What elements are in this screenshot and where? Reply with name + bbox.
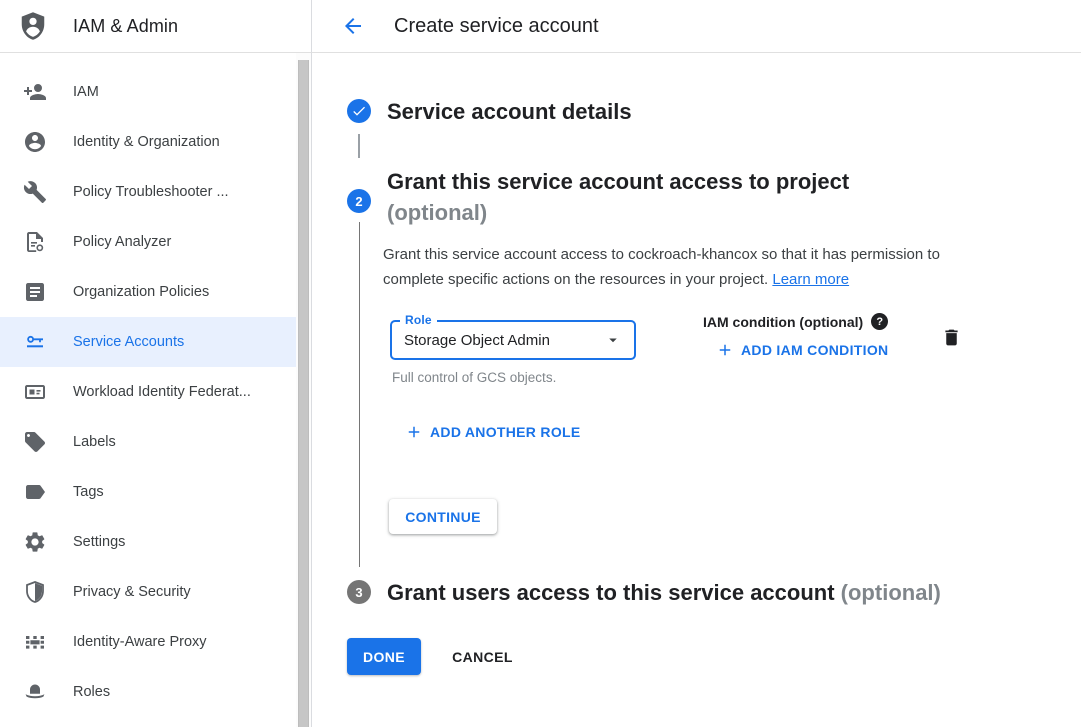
sidebar-item-label: Policy Analyzer xyxy=(73,234,172,250)
arrow-back-icon xyxy=(341,14,365,38)
iam-condition-label: IAM condition (optional) xyxy=(703,313,864,330)
sidebar-item-label: Policy Troubleshooter ... xyxy=(73,184,229,200)
role-field-group xyxy=(390,313,636,385)
check-icon xyxy=(351,103,367,119)
sidebar-item-label: Identity & Organization xyxy=(73,134,220,150)
trash-icon xyxy=(941,326,962,349)
sidebar-item-label: Tags xyxy=(73,484,104,500)
plus-icon xyxy=(716,341,734,359)
role-field-label: Role xyxy=(400,313,437,327)
role-helper-text: Full control of GCS objects. xyxy=(392,370,557,385)
plus-icon xyxy=(405,423,423,441)
sidebar-item-organization-policies[interactable] xyxy=(0,267,296,317)
help-icon[interactable]: ? xyxy=(871,313,888,330)
sidebar-item-label: Labels xyxy=(73,434,116,450)
step-3-indicator: 3 xyxy=(347,580,371,604)
service-account-icon xyxy=(23,330,47,354)
cancel-button[interactable]: CANCEL xyxy=(452,648,513,665)
sidebar-item-labels[interactable] xyxy=(0,417,296,467)
sidebar-item-label: IAM xyxy=(73,84,99,100)
sidebar-item-identity-organization[interactable] xyxy=(0,117,296,167)
sidebar-item-privacy-security[interactable] xyxy=(0,567,296,617)
sidebar-item-label: Organization Policies xyxy=(73,284,210,300)
sidebar-item-policy-analyzer[interactable] xyxy=(0,217,296,267)
sidebar-nav xyxy=(0,53,296,727)
person-add-icon xyxy=(23,80,47,104)
main-content xyxy=(312,53,1081,727)
learn-more-link[interactable]: Learn more xyxy=(772,271,850,288)
hat-icon xyxy=(23,680,47,704)
step-2-title: Grant this service account access to project (optional) xyxy=(387,169,850,225)
sidebar-item-workload-identity-federat[interactable] xyxy=(0,367,296,417)
step-connector xyxy=(359,222,361,567)
sidebar-item-settings[interactable] xyxy=(0,517,296,567)
add-iam-condition-button[interactable]: ADD IAM CONDITION xyxy=(716,341,888,359)
step-3-optional-label: (optional) xyxy=(840,580,941,605)
policy-doc-icon xyxy=(23,230,47,254)
proxy-grid-icon xyxy=(23,630,47,654)
sidebar-scrollbar-track xyxy=(296,53,311,727)
sidebar-item-label: Privacy & Security xyxy=(73,584,191,600)
add-another-role-button[interactable]: ADD ANOTHER ROLE xyxy=(405,423,581,441)
tag-arrow-icon xyxy=(23,480,47,504)
sidebar-scrollbar-thumb[interactable] xyxy=(298,60,309,727)
delete-role-button[interactable] xyxy=(941,326,962,352)
sidebar-item-service-accounts[interactable] xyxy=(0,317,296,367)
page-title: Create service account xyxy=(394,14,599,37)
iam-shield-logo-icon xyxy=(18,10,48,42)
step-1-indicator xyxy=(347,99,371,123)
shield-half-icon xyxy=(23,580,47,604)
continue-button[interactable]: CONTINUE xyxy=(389,499,497,534)
step-2-description: Grant this service account access to cockroach-khancox so that it has permission to complete specific actions on the resources in your project. Learn more xyxy=(383,246,940,288)
page-header xyxy=(312,0,1081,53)
sidebar-item-label: Identity-Aware Proxy xyxy=(73,634,207,650)
wrench-icon xyxy=(23,180,47,204)
doc-lines-icon xyxy=(23,280,47,304)
sidebar-item-label: Workload Identity Federat... xyxy=(73,384,251,400)
id-card-icon xyxy=(23,380,47,404)
role-selected-value: Storage Object Admin xyxy=(404,331,550,349)
back-button[interactable] xyxy=(337,10,369,42)
sidebar-item-label: Settings xyxy=(73,534,126,550)
role-select[interactable] xyxy=(390,313,636,360)
iam-condition-group xyxy=(703,313,888,364)
caret-down-icon xyxy=(604,331,622,349)
product-title: IAM & Admin xyxy=(73,15,179,36)
sidebar-item-policy-troubleshooter[interactable] xyxy=(0,167,296,217)
step-1-title: Service account details xyxy=(387,99,632,124)
sidebar-item-iam[interactable] xyxy=(0,67,296,117)
person-circle-icon xyxy=(23,130,47,154)
sidebar-item-roles[interactable] xyxy=(0,667,296,717)
label-tag-icon xyxy=(23,430,47,454)
gear-icon xyxy=(23,530,47,554)
step-2-indicator: 2 xyxy=(347,189,371,213)
sidebar-item-label: Service Accounts xyxy=(73,334,185,350)
sidebar-container xyxy=(0,53,312,727)
step-connector xyxy=(358,134,360,158)
sidebar-item-identity-aware-proxy[interactable] xyxy=(0,617,296,667)
step-2-optional-label: (optional) xyxy=(387,200,488,225)
sidebar-item-label: Roles xyxy=(73,684,111,700)
step-3-title: Grant users access to this service account (optional) xyxy=(387,580,941,605)
done-button[interactable]: DONE xyxy=(347,638,421,675)
form-actions xyxy=(347,638,513,675)
product-header xyxy=(0,0,312,53)
sidebar-item-tags[interactable] xyxy=(0,467,296,517)
